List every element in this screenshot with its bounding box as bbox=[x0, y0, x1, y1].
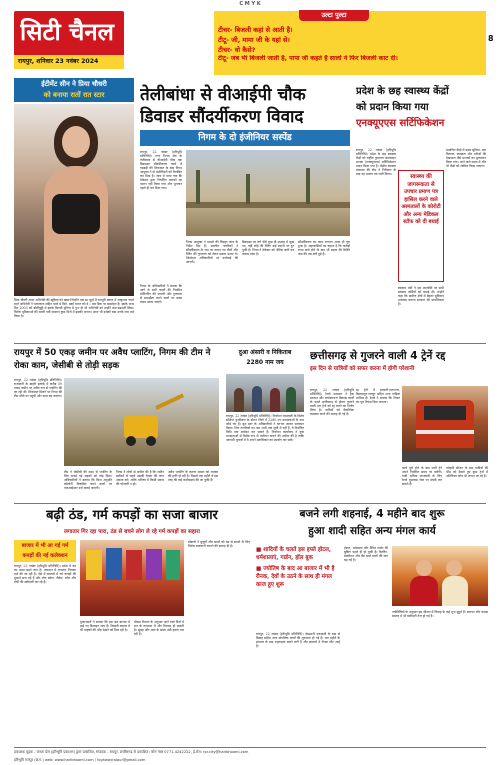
section-divider bbox=[14, 343, 486, 344]
encroach-headline-block bbox=[14, 347, 219, 375]
lead-col-4: सौंदर्यीकरण का काम लगभग आधा ही पूरा हुआ है। शहरवासियों का कहना है कि करोड़ों रुपए खर्च होने के बाद भी सड़क की स्थिति जस की तस बनी हुई है। bbox=[298, 240, 350, 257]
trains-col-3: कार्य पूर्ण होने के बाद सभी ट्रेनें अपने निर्धारित समय पर चलेंगी। यात्री अधिक जानकारी के लिए रेलवे पूछताछ नंबर पर संपर्क कर सकते हैं। bbox=[402, 466, 442, 487]
winter-col-3: मौसम विभाग के अनुसार आने वाले दिनों में रात के तापमान में और गिरावट हो सकती है। सुबह और शाम के समय ठंडी हवाएं चल रही हैं। bbox=[134, 620, 184, 637]
page-number: 8 bbox=[488, 34, 494, 43]
wedding-col-2: होटल, धर्मशाला और मैरिज गार्डन की बुकिंग पहले ही हो चुकी है। कैटरिंग, डेकोरेशन और बैंड बाजे वालों की मांग बढ़ गई है। bbox=[344, 546, 388, 563]
health-headline-3: एनक्यूएएस सर्टिफिकेशन bbox=[356, 118, 445, 129]
wedding-headline-block bbox=[256, 506, 488, 542]
dateline: रायपुर, शनिवार 23 नवंबर 2024 bbox=[18, 58, 99, 65]
masthead-logo: सिटी चैनल bbox=[20, 18, 114, 46]
encroach-col-3: निगम ने लोगों से अपील की है कि जमीन खरीदने से पहले उसकी वैधता की जांच अवश्य करें, ताकि भविष्य में किसी प्रकार की परेशानी न हो। bbox=[116, 470, 164, 487]
winter-col-4: डॉक्टरों ने बुजुर्गों और बच्चों को ठंड से बचाने के लिए विशेष सावधानी बरतने की सलाह दी है। bbox=[188, 540, 250, 549]
winter-headline: बढ़ी ठंड, गर्म कपड़ों का सजा बाजार bbox=[46, 508, 218, 523]
bullet-text: शादियों के चलते इस हफ्ते होटल, धर्मशालाएं, गार्डन, हॉल बुक bbox=[256, 547, 332, 561]
health-headline-block bbox=[356, 84, 486, 144]
masthead-logo-block bbox=[14, 11, 124, 69]
health-pull-quote bbox=[398, 170, 444, 282]
voters-headline-2: 2280 नाम जय bbox=[246, 359, 284, 366]
quip-line: टीटू- जी, मामा जी के यहां से। bbox=[218, 36, 290, 44]
quips-tab-label: उल्टा पुल्टा bbox=[299, 10, 369, 21]
bullet-text: ज्योतिष के बाद आ बाजार में भी है रौनक, देवों के उठने के साथ ही मंगल काज हुए शुरू bbox=[256, 566, 335, 588]
voters-body: रायपुर, 22 नवंबर (हरिभूमि प्रतिनिधि)। निर्वाचन नामावली के विशेष संक्षिप्त पुनरीक्षण के दौरान जिले में 2280 नए मतदाताओं के नाम जोड़े गए हैं। बूथ स्तर के अधिकारियों ने घर-घर जाकर सत्यापन किया। जिन नागरिकों का नाम अभी तक सूची में नहीं है, वे निर्धारित तिथि तक आवेदन कर सकते हैं। निर्वाचन कार्यालय ने युवा मतदाताओं से विशेष रूप से पंजीयन कराने की अपील की है ताकि आगामी चुनावों में वे अपने मताधिकार का उपयोग कर सकें। bbox=[226, 414, 304, 443]
wedding-bullet bbox=[256, 565, 340, 589]
wedding-photo bbox=[392, 546, 488, 606]
wedding-bullets bbox=[256, 546, 340, 628]
winter-col-2: दुकानदारों ने बताया कि इस बार बाजार में कई नए डिजाइन आए हैं। तिब्बती बाजार में भी ग्राहकों की भीड़ देखने को मिल रही है। bbox=[80, 620, 130, 633]
health-col-3: प्रमाणित केंद्रों में प्रसव सुविधा, दवा वितरण, स्वच्छता और मरीजों की देखभाल जैसे मानकों का मूल्यांकन किया गया। आने वाले समय में और भी केंद्रों को शामिल किया जाएगा। bbox=[446, 148, 486, 169]
trains-subhead: इस दिन से यात्रियों को सफर करना में होगी परेशानी bbox=[310, 366, 415, 372]
wedding-headline: बजने लगी शहनाई, 4 महीने बाद शुरू bbox=[299, 508, 445, 520]
section-divider bbox=[14, 503, 486, 504]
lead-col-3: डिवाइडर पर लगे पौधे कुछ ही सप्ताह में सूख गए, वहीं लोहे की रेलिंग कई स्थानों पर टूट चुकी है। निगम ने ठेकेदार को नोटिस जारी कर जवाब मांगा है। bbox=[242, 240, 294, 257]
quip-line: टीटू- जब भी बिजली जाती है, पापा जी कहते हैं सालों ने फिर बिजली काट दी। bbox=[218, 55, 398, 62]
encroach-col-1: रायपुर, 22 नवंबर (हरिभूमि प्रतिनिधि)। राजधानी के बाहरी इलाके में करीब 50 एकड़ जमीन पर अवैध रूप से प्लाटिंग की जा रही थी। शिकायत मिलने पर निगम की टीम मौके पर पहुंची और काम बंद कराया। bbox=[14, 378, 62, 399]
winter-box-line: बाजार में भी आ गई गर्म bbox=[21, 543, 69, 549]
trains-headline: छत्तीसगढ़ से गुजरने वाली 4 ट्रेनें रद्द bbox=[310, 350, 446, 362]
wedding-bullet bbox=[256, 546, 340, 562]
pull-quote-line: जागरूकता से bbox=[407, 182, 435, 188]
quip-line: टीचर- बिजली कहां से आती है। bbox=[218, 26, 293, 34]
trains-headline-block bbox=[310, 348, 488, 384]
train-photo bbox=[402, 386, 488, 462]
jcb-photo bbox=[64, 378, 219, 466]
encroach-headline: रायपुर में 50 एकड़ जमीन पर अवैध प्लाटिंग, निगम की टीम ने रोका काम, जेसीबी से तोड़ी सड़क bbox=[14, 348, 211, 371]
lead-headline: तेलीबांधा से वीआईपी चौक bbox=[140, 85, 306, 105]
bollywood-body: प्रिया चौधरी अपन अभिनेत्री की खूबियां को खास-जिन्होंने एक सा चुहरे हैं रायपुरी बंगाल में आकृतक नयारे रहते अभिनेत्री ने भारतराज सहित भाले में बिते. खाई भारत को दे । अब दिया था सम्मोहन है। इसके जन्म दिन 2003 को बॉलीवुड्डी में इसके फिल्मी दुनिया में पुनः दी भी अभिनेत्री को उन्होंने कम-उम्रदर्शी लिख। विशेष भूमिकाओं की आली पार्वे सचलन कुछ दिनों में इसकी जनता। आज भी दर्शकों बाद उनके नाम दर्ज किया है। bbox=[14, 298, 134, 319]
health-headline-2: को प्रदान किया गया bbox=[356, 102, 429, 113]
winter-subhead: लगातार गिर रहा पारा, ठंड से बचने लोग ले रहे गर्म कपड़ों का सहारा bbox=[64, 529, 200, 535]
footer-contact: हरिभूमि रायपुर (छ.ग.) web: www.haribhoomi.com / highwayraipur@gmail.com bbox=[14, 758, 146, 762]
winter-col-1: रायपुर, 22 नवंबर (हरिभूमि प्रतिनिधि)। प्रदेश में ठंड का असर बढ़ने लगा है। तापमान में लगातार गिरावट दर्ज की जा रही है। ऐसे में बाजारों में गर्म कपड़ों की दुकानें सज गई हैं और लोग स्वेटर, जैकेट, शॉल और टोपी की खरीदारी कर रहे हैं। bbox=[14, 564, 76, 585]
bollywood-headline-box bbox=[14, 78, 134, 102]
lead-col-2: निगम आयुक्त ने मामले की विस्तृत जांच के निर्देश दिए हैं। स्थानीय नागरिकों ने सौंदर्यीकरण के नाम पर लगाए गए पौधों और रेलिंग की गुणवत्ता को लेकर सवाल उठाए थे। जिम्मेदार अधिकारियों पर कार्रवाई की जाएगी। bbox=[186, 240, 238, 265]
winter-box bbox=[14, 540, 76, 562]
health-col-2: स्वास्थ्य मंत्री ने इस उपलब्धि पर सभी स्वास्थ्य कर्मियों को बधाई दी। उन्होंने कहा कि ग्रामीण क्षेत्रों में बेहतर सुविधाएं उपलब्ध कराना सरकार की प्राथमिकता है। bbox=[398, 286, 444, 307]
wedding-headline-2: हुआ शादी सहित अन्य मंगल कार्य bbox=[308, 525, 436, 537]
health-headline: प्रदेश के छह स्वास्थ्य केंद्रों bbox=[356, 86, 449, 97]
voters-headline: दुआ अंसारी व निकिताब bbox=[238, 349, 292, 356]
trains-col-1: रायपुर, 22 नवंबर (हरिभूमि प्रतिनिधि)। रेलवे प्रशासन ने ट्रैक मरम्मत और अधोसंरचना विकास कार्यों के चलते छत्तीसगढ़ से होकर गुजरने वाली चार ट्रेनों को रद्द करने का निर्णय लिया है। यात्रियों को वैकल्पिक व्यवस्था करने की सलाह दी गई है। bbox=[310, 388, 354, 417]
lead-col-1: रायपुर, 22 नवंबर (हरिभूमि प्रतिनिधि)। नगर निगम क्षेत्र के तेलीबांधा से वीआईपी चौक तक डिवाइडर सौंदर्यीकरण कार्य में गड़बड़ी की शिकायत के बाद निगम आयुक्त ने दो इंजीनियरों को निलंबित कर दिया है। जांच में पाया गया कि ठेकेदार द्वारा निर्धारित मानकों का पालन नहीं किया गया और भुगतान पहले ही कर दिया गया। bbox=[140, 150, 182, 191]
trains-col-2: रद्द ट्रेनों में इतवारी-टाटानगर, बिलासपुर-नागपुर सहित अन्य गाड़ियां शामिल हैं। रेलवे ने बताया कि टिकट का पूरा रिफंड दिया जाएगा। bbox=[356, 388, 400, 405]
encroach-col-2: टीम ने जेसीबी की मदद से प्लाटिंग के लिए बनाई गई सड़कों को तोड़ दिया। अधिकारियों ने बताया कि बिना अनुमति कॉलोनी विकसित करने वालों पर एफआईआर दर्ज कराई जाएगी। bbox=[64, 470, 112, 491]
lead-col-5: निगम के अधिकारियों ने बताया कि आगे से सभी कार्यों की नियमित मॉनिटरिंग की जाएगी और गुणवत्ता से समझौता करने वालों पर सख्त कदम उठाए जाएंगे। bbox=[140, 284, 182, 305]
health-col-1: रायपुर, 22 नवंबर (हरिभूमि प्रतिनिधि)। प्रदेश के छह स्वास्थ्य केंद्रों को राष्ट्रीय गुणवत्ता आश्वासन मानक (एनक्यूएएस) सर्टिफिकेशन प्रदान किया गया है। केंद्रीय स्वास्थ्य मंत्रालय की टीम ने निरीक्षण के बाद यह प्रमाण पत्र जारी किया। bbox=[356, 148, 396, 177]
bullet-icon: ■ bbox=[256, 547, 264, 553]
lead-headline-2: डिवाडर सौंदर्यीकरण विवाद bbox=[140, 107, 304, 127]
bollywood-headline-2: को बनाया रातों रात स्टार bbox=[43, 91, 105, 99]
footer-imprint: प्रकाशक मुद्रक - जनता प्रेस (हरिभूमि प्रकाशन) द्वारा प्रकाशित, संपादक - रायपुर, छत्तीसगढ़ से प्रकाशित। फोन नंबर 0771-4242222, ई-मेल: rpr.city@haribhoomi.com bbox=[14, 750, 249, 754]
voters-photo bbox=[226, 374, 304, 412]
lead-kicker: निगम के दो इंजीनियर सस्पेंड bbox=[140, 130, 350, 146]
wedding-col-3: ज्योतिषियों के अनुसार इस सीजन में विवाह के कई शुभ मुहूर्त हैं। सराफा और कपड़ा बाजार में भी खरीदारी तेज हो गई है। bbox=[392, 610, 488, 619]
wedding-col-1: रायपुर, 22 नवंबर (हरिभूमि प्रतिनिधि)। देवउठनी एकादशी के बाद से विवाह सहित अन्य मांगलिक कार्यों की शुरुआत हो गई है। चार महीने के इंतजार के बाद शहनाइयां बजने लगी हैं और बाजारों में रौनक लौट आई है। bbox=[256, 632, 340, 649]
footer-rule bbox=[14, 747, 486, 748]
voters-headline-block bbox=[226, 348, 304, 372]
bollywood-actress-photo bbox=[14, 104, 134, 296]
quips-box bbox=[214, 11, 486, 75]
bollywood-headline: ईटीमेंट सीन ने प्रिया चौधरी bbox=[41, 80, 107, 88]
color-registration-marks: C M Y K bbox=[239, 1, 261, 7]
lead-divider-photo bbox=[186, 150, 350, 236]
quip-line: टीचर- वो कैसे? bbox=[218, 46, 256, 54]
warm-clothes-photo bbox=[80, 540, 184, 616]
pull-quote-line: उपचार प्रमाण पत्र हासिल करने वाले अस्पतालों के कोरोटी और अन्य मेडिकल स्टॉफ को दी बधाई bbox=[401, 189, 441, 226]
bullet-icon: ■ bbox=[256, 566, 264, 572]
dateline-strip bbox=[14, 55, 124, 69]
winter-box-line: कपड़ों की नई कलेक्शन bbox=[22, 553, 68, 559]
encroach-col-4: अवैध प्लाटिंग के कारण शासन को राजस्व की हानि हो रही है। पिछले एक महीने में इस तरह की कई कार्रवाइयां की जा चुकी हैं। bbox=[168, 470, 218, 483]
trains-col-4: त्योहारी सीजन के बाद यात्रियों की भीड़ को देखते हुए कुछ ट्रेनों में अतिरिक्त कोच भी लगाए जा रहे हैं। bbox=[446, 466, 488, 479]
pull-quote-line: स्वास्थ्य की bbox=[410, 174, 432, 180]
